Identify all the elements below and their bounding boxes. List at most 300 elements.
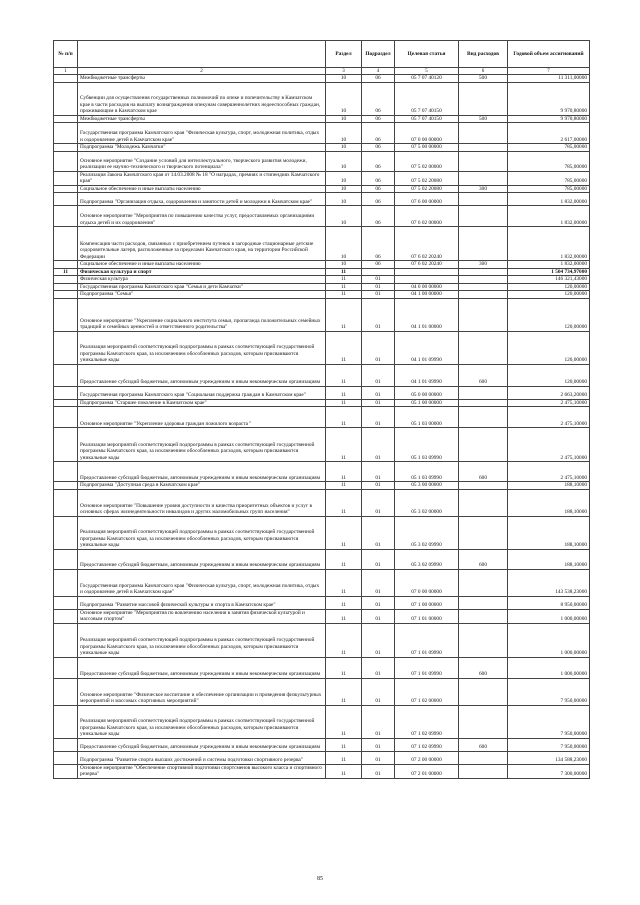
row-name-cell: Основное мероприятие "Укрепление социального института семьи, пропаганда положительных семейных традиций и семейных ценностей и ответственного родительства" — [78, 298, 326, 331]
row-podrazdel-cell: 01 — [362, 276, 395, 284]
row-num-cell — [54, 428, 78, 462]
table-row — [54, 678, 590, 705]
row-num-cell — [54, 206, 78, 227]
row-name-cell: Предоставление субсидий бюджетным, автономным учреждениям и иным некоммерческим организациям — [78, 549, 326, 569]
row-target-article-cell: 05 3 02 09990 — [395, 516, 459, 549]
table-row — [54, 596, 590, 609]
row-podrazdel-cell: 01 — [362, 569, 395, 596]
row-amount-cell: 1 832,00000 — [508, 206, 590, 227]
row-razdel-cell: 10 — [326, 144, 362, 152]
row-amount-cell: 188,10000 — [508, 489, 590, 516]
row-target-article-cell: 04 1 01 09990 — [395, 331, 459, 364]
row-razdel-cell: 11 — [326, 407, 362, 428]
row-name-cell: Государственная программа Камчатского края "Физическая культура, спорт, молодежная политика, отдых и оздоровление детей в Камчатском крае" — [78, 569, 326, 596]
table-row — [54, 705, 590, 738]
row-target-article-cell: 05 1 03 00000 — [395, 407, 459, 428]
table-row — [54, 751, 590, 764]
row-target-article-cell: 05 1 03 09990 — [395, 428, 459, 462]
row-num-cell — [54, 596, 78, 609]
row-podrazdel-cell: 06 — [362, 193, 395, 206]
row-amount-cell: 143 538,23000 — [508, 569, 590, 596]
column-number: 3 — [326, 68, 362, 75]
row-name-cell: Предоставление субсидий бюджетным, автономным учреждениям и иным некоммерческим организациям — [78, 657, 326, 678]
row-amount-cell: 120,00000 — [508, 364, 590, 386]
table-row — [54, 764, 590, 778]
row-target-article-cell: 07 1 01 09990 — [395, 657, 459, 678]
row-expense-type-cell — [459, 123, 508, 144]
row-razdel-cell: 10 — [326, 261, 362, 269]
row-expense-type-cell — [459, 268, 508, 276]
row-podrazdel-cell: 01 — [362, 428, 395, 462]
row-razdel-cell: 10 — [326, 206, 362, 227]
row-name-cell: Подпрограмма "Развитие спорта высших достижений и системы подготовки спортивного резерва" — [78, 751, 326, 764]
row-amount-cell: 7 950,00000 — [508, 678, 590, 705]
row-podrazdel-cell: 06 — [362, 123, 395, 144]
table-row — [54, 482, 590, 490]
row-num-cell — [54, 261, 78, 269]
row-podrazdel-cell: 06 — [362, 115, 395, 123]
row-name-cell: Компенсация части расходов, связанных с приобретением путевок в загородные стационарные детские оздоровительные лагеря, расположенные за пределами Камчатского края, на территории Российской Федерации — [78, 227, 326, 261]
row-num-cell — [54, 609, 78, 623]
row-target-article-cell: 07 2 01 00000 — [395, 764, 459, 778]
row-num-cell — [54, 751, 78, 764]
row-num-cell — [54, 298, 78, 331]
table-row — [54, 227, 590, 261]
row-podrazdel-cell: 01 — [362, 657, 395, 678]
row-expense-type-cell — [459, 609, 508, 623]
row-razdel-cell: 11 — [326, 657, 362, 678]
row-name-cell: Основное мероприятие "Физическое воспитание и обеспечение организации и проведения физкультурных мероприятий и массовых спортивных мероприятий" — [78, 678, 326, 705]
row-amount-cell: 120,00000 — [508, 283, 590, 291]
row-expense-type-cell — [459, 386, 508, 399]
table-row — [54, 386, 590, 399]
row-name-cell: Подпрограмма "Развитие массовой физической культуры и спорта в Камчатском крае" — [78, 596, 326, 609]
row-expense-type-cell — [459, 291, 508, 299]
row-razdel-cell: 11 — [326, 276, 362, 284]
row-target-article-cell: 04 1 00 00000 — [395, 291, 459, 299]
row-name-cell: Межбюджетные трансферты — [78, 75, 326, 83]
row-podrazdel-cell: 06 — [362, 144, 395, 152]
table-row — [54, 75, 590, 83]
row-num-cell — [54, 291, 78, 299]
row-razdel-cell: 11 — [326, 738, 362, 751]
row-podrazdel-cell: 01 — [362, 331, 395, 364]
column-number: 6 — [459, 68, 508, 75]
row-num-cell — [54, 489, 78, 516]
row-target-article-cell: 05 0 00 00000 — [395, 386, 459, 399]
row-num-cell — [54, 462, 78, 482]
table-row — [54, 623, 590, 657]
row-podrazdel-cell: 01 — [362, 516, 395, 549]
table-row — [54, 516, 590, 549]
header-expense-type: Вид расходов — [459, 41, 508, 68]
row-amount-cell: 785,00000 — [508, 171, 590, 185]
row-target-article-cell: 05 3 02 00000 — [395, 489, 459, 516]
row-podrazdel-cell: 01 — [362, 549, 395, 569]
row-target-article-cell: 07 0 00 00000 — [395, 123, 459, 144]
table-row — [54, 115, 590, 123]
row-name-cell: Государственная программа Камчатского края "Физическая культура, спорт, молодежная политика, отдых и оздоровление детей в Камчатском крае" — [78, 123, 326, 144]
row-target-article-cell: 05 3 02 09990 — [395, 549, 459, 569]
table-row — [54, 276, 590, 284]
row-num-cell: 11 — [54, 268, 78, 276]
row-name-cell: Государственная программа Камчатского края "Социальная поддержка граждан в Камчатском крае" — [78, 386, 326, 399]
row-target-article-cell: 07 5 02 20080 — [395, 171, 459, 185]
header-podrazdel: Подраздел — [362, 41, 395, 68]
row-name-cell: Подпрограмма "Молодежь Камчатки" — [78, 144, 326, 152]
row-expense-type-cell — [459, 171, 508, 185]
row-podrazdel-cell: 06 — [362, 82, 395, 115]
row-num-cell — [54, 151, 78, 171]
row-amount-cell: 1 000,00000 — [508, 609, 590, 623]
row-name-cell: Физическая культура — [78, 276, 326, 284]
table-row — [54, 569, 590, 596]
row-expense-type-cell: 300 — [459, 261, 508, 269]
row-expense-type-cell — [459, 678, 508, 705]
row-num-cell — [54, 705, 78, 738]
row-name-cell: Основное мероприятие "Обеспечение спортивной подготовки спортсменов высокого класса и спортивного резерва" — [78, 764, 326, 778]
row-num-cell — [54, 399, 78, 407]
row-num-cell — [54, 276, 78, 284]
row-name-cell: Предоставление субсидий бюджетным, автономным учреждениям и иным некоммерческим организациям — [78, 738, 326, 751]
row-name-cell: Государственная программа Камчатского края "Семья и дети Камчатки" — [78, 283, 326, 291]
column-number: 7 — [508, 68, 590, 75]
row-num-cell — [54, 657, 78, 678]
row-target-article-cell — [395, 268, 459, 276]
row-amount-cell: 120,00000 — [508, 298, 590, 331]
table-row — [54, 609, 590, 623]
row-expense-type-cell — [459, 331, 508, 364]
row-podrazdel-cell: 01 — [362, 462, 395, 482]
row-expense-type-cell — [459, 516, 508, 549]
row-name-cell: Подпрограмма "Семья" — [78, 291, 326, 299]
row-num-cell — [54, 482, 78, 490]
table-row — [54, 489, 590, 516]
row-amount-cell: 1 000,00000 — [508, 623, 590, 657]
row-razdel-cell: 10 — [326, 193, 362, 206]
table-row — [54, 185, 590, 193]
row-podrazdel-cell: 01 — [362, 678, 395, 705]
table-row — [54, 144, 590, 152]
row-razdel-cell: 11 — [326, 596, 362, 609]
row-expense-type-cell — [459, 151, 508, 171]
row-razdel-cell: 11 — [326, 298, 362, 331]
row-num-cell — [54, 549, 78, 569]
row-num-cell — [54, 123, 78, 144]
row-num-cell — [54, 75, 78, 83]
table-row — [54, 171, 590, 185]
row-podrazdel-cell: 06 — [362, 261, 395, 269]
row-amount-cell: 7 950,00000 — [508, 705, 590, 738]
row-podrazdel-cell: 01 — [362, 738, 395, 751]
row-name-cell: Основное мероприятие "Создание условий для интеллектуального, творческого развития молодежи, реализации ее научно-технического и творческого потенциала" — [78, 151, 326, 171]
row-target-article-cell: 07 6 00 00000 — [395, 193, 459, 206]
row-num-cell — [54, 185, 78, 193]
row-target-article-cell: 07 1 02 09990 — [395, 705, 459, 738]
row-razdel-cell: 11 — [326, 751, 362, 764]
row-target-article-cell: 05 1 03 09990 — [395, 462, 459, 482]
row-razdel-cell: 11 — [326, 549, 362, 569]
row-expense-type-cell — [459, 569, 508, 596]
row-target-article-cell: 05 1 00 00000 — [395, 399, 459, 407]
row-target-article-cell: 07 1 02 09990 — [395, 738, 459, 751]
row-num-cell — [54, 738, 78, 751]
table-row — [54, 291, 590, 299]
row-target-article-cell: 05 7 07 40150 — [395, 82, 459, 115]
row-amount-cell: 1 832,00000 — [508, 261, 590, 269]
row-target-article-cell: 05 3 00 00000 — [395, 482, 459, 490]
row-num-cell — [54, 569, 78, 596]
row-expense-type-cell — [459, 751, 508, 764]
table-row — [54, 331, 590, 364]
column-number-row — [54, 68, 590, 75]
row-expense-type-cell: 600 — [459, 462, 508, 482]
row-target-article-cell: 07 1 00 00000 — [395, 596, 459, 609]
row-name-cell: Основное мероприятие "Повышение уровня доступности и качества приоритетных объектов и услуг в основных сферах жизнедеятельности инвалидов и других маломобильных групп населения" — [78, 489, 326, 516]
row-podrazdel-cell: 06 — [362, 151, 395, 171]
row-amount-cell: 1 504 734,97000 — [508, 268, 590, 276]
row-expense-type-cell — [459, 82, 508, 115]
row-razdel-cell: 11 — [326, 386, 362, 399]
row-expense-type-cell: 600 — [459, 549, 508, 569]
page-number: 85 — [317, 876, 323, 882]
row-podrazdel-cell: 01 — [362, 489, 395, 516]
row-name-cell: Основное мероприятие "Мероприятия по повышению качества услуг, предоставляемых организациями отдыха детей и их оздоровления" — [78, 206, 326, 227]
row-num-cell — [54, 227, 78, 261]
row-expense-type-cell — [459, 428, 508, 462]
table-row — [54, 123, 590, 144]
row-amount-cell: 785,00000 — [508, 185, 590, 193]
row-expense-type-cell — [459, 764, 508, 778]
row-name-cell: Подпрограмма "Старшее поколение в Камчатском крае" — [78, 399, 326, 407]
row-razdel-cell: 11 — [326, 291, 362, 299]
row-expense-type-cell — [459, 489, 508, 516]
table-row — [54, 206, 590, 227]
table-row — [54, 657, 590, 678]
row-podrazdel-cell — [362, 268, 395, 276]
row-podrazdel-cell: 01 — [362, 291, 395, 299]
row-expense-type-cell: 600 — [459, 364, 508, 386]
table-row — [54, 82, 590, 115]
table-row — [54, 261, 590, 269]
row-razdel-cell: 11 — [326, 462, 362, 482]
row-expense-type-cell — [459, 407, 508, 428]
header-razdel: Раздел — [326, 41, 362, 68]
row-num-cell — [54, 171, 78, 185]
row-amount-cell: 188,10000 — [508, 549, 590, 569]
row-razdel-cell: 10 — [326, 171, 362, 185]
table-row — [54, 738, 590, 751]
row-podrazdel-cell: 01 — [362, 482, 395, 490]
column-number: 5 — [395, 68, 459, 75]
row-expense-type-cell — [459, 206, 508, 227]
row-target-article-cell: 07 5 02 00000 — [395, 151, 459, 171]
row-target-article-cell: 07 6 02 20240 — [395, 261, 459, 269]
row-razdel-cell: 11 — [326, 482, 362, 490]
row-razdel-cell: 10 — [326, 151, 362, 171]
row-amount-cell: 7 950,00000 — [508, 738, 590, 751]
row-target-article-cell: 07 5 00 00000 — [395, 144, 459, 152]
row-razdel-cell: 11 — [326, 428, 362, 462]
row-razdel-cell: 11 — [326, 609, 362, 623]
table-row — [54, 268, 590, 276]
row-num-cell — [54, 144, 78, 152]
row-name-cell: Реализация мероприятий соответствующей подпрограммы в рамках соответствующей государственной программы Камчатского края, за исключением обособленных расходов, которым присваиваются уникальные коды — [78, 623, 326, 657]
row-amount-cell: 1 832,00000 — [508, 193, 590, 206]
row-name-cell: Физическая культура и спорт — [78, 268, 326, 276]
row-podrazdel-cell: 06 — [362, 171, 395, 185]
row-podrazdel-cell: 01 — [362, 298, 395, 331]
row-amount-cell: 9 970,80000 — [508, 82, 590, 115]
row-amount-cell: 120,00000 — [508, 291, 590, 299]
column-number: 4 — [362, 68, 395, 75]
row-name-cell: Межбюджетные трансферты — [78, 115, 326, 123]
row-target-article-cell: 07 5 02 20080 — [395, 185, 459, 193]
row-razdel-cell: 11 — [326, 399, 362, 407]
row-amount-cell: 188,10000 — [508, 482, 590, 490]
row-amount-cell: 785,00000 — [508, 151, 590, 171]
row-amount-cell: 2 475,10000 — [508, 462, 590, 482]
row-num-cell — [54, 623, 78, 657]
column-number: 1 — [54, 68, 78, 75]
row-expense-type-cell — [459, 623, 508, 657]
row-expense-type-cell — [459, 596, 508, 609]
table-row — [54, 462, 590, 482]
row-expense-type-cell — [459, 193, 508, 206]
row-name-cell: Основное мероприятие "Мероприятия по вовлечению населения в занятия физической культурой и массовым спортом" — [78, 609, 326, 623]
row-razdel-cell: 10 — [326, 227, 362, 261]
row-amount-cell: 1 000,00000 — [508, 657, 590, 678]
row-podrazdel-cell: 01 — [362, 609, 395, 623]
row-target-article-cell: 04 1 01 00000 — [395, 298, 459, 331]
row-podrazdel-cell: 01 — [362, 623, 395, 657]
row-expense-type-cell — [459, 399, 508, 407]
row-podrazdel-cell: 01 — [362, 399, 395, 407]
header-target-article: Целевая статья — [395, 41, 459, 68]
row-target-article-cell: 05 7 07 40150 — [395, 115, 459, 123]
header-num: № п/п — [54, 41, 78, 68]
row-name-cell: Предоставление субсидий бюджетным, автономным учреждениям и иным некоммерческим организациям — [78, 364, 326, 386]
row-razdel-cell: 11 — [326, 569, 362, 596]
row-razdel-cell: 10 — [326, 123, 362, 144]
row-target-article-cell: 04 0 00 00000 — [395, 283, 459, 291]
header-name — [78, 41, 326, 68]
table-row — [54, 399, 590, 407]
row-target-article-cell: 07 6 02 20240 — [395, 227, 459, 261]
row-amount-cell: 146 321,43000 — [508, 276, 590, 284]
row-target-article-cell: 07 0 00 00000 — [395, 569, 459, 596]
header-annual-amount: Годовой объем ассигнований — [508, 41, 590, 68]
row-razdel-cell: 11 — [326, 678, 362, 705]
row-razdel-cell: 11 — [326, 623, 362, 657]
row-podrazdel-cell: 01 — [362, 596, 395, 609]
row-podrazdel-cell: 01 — [362, 364, 395, 386]
row-razdel-cell: 11 — [326, 268, 362, 276]
row-razdel-cell: 11 — [326, 331, 362, 364]
table-row — [54, 407, 590, 428]
table-row — [54, 364, 590, 386]
row-amount-cell: 1 832,00000 — [508, 227, 590, 261]
row-num-cell — [54, 115, 78, 123]
row-expense-type-cell: 500 — [459, 75, 508, 83]
row-podrazdel-cell: 01 — [362, 751, 395, 764]
row-name-cell: Социальное обеспечение и иные выплаты населению — [78, 261, 326, 269]
row-num-cell — [54, 82, 78, 115]
row-amount-cell: 8 950,00000 — [508, 596, 590, 609]
row-podrazdel-cell: 01 — [362, 705, 395, 738]
row-amount-cell: 9 970,80000 — [508, 115, 590, 123]
row-num-cell — [54, 516, 78, 549]
table-row — [54, 283, 590, 291]
row-name-cell: Реализация мероприятий соответствующей подпрограммы в рамках соответствующей государственной программы Камчатского края, за исключением обособленных расходов, которым присваиваются уникальные коды — [78, 516, 326, 549]
row-num-cell — [54, 386, 78, 399]
row-razdel-cell: 10 — [326, 75, 362, 83]
row-num-cell — [54, 364, 78, 386]
row-amount-cell: 2 475,10000 — [508, 428, 590, 462]
row-podrazdel-cell: 06 — [362, 206, 395, 227]
row-target-article-cell: 05 7 07 40120 — [395, 75, 459, 83]
row-razdel-cell: 11 — [326, 364, 362, 386]
row-amount-cell: 134 588,23000 — [508, 751, 590, 764]
table-row — [54, 298, 590, 331]
row-amount-cell: 7 300,00000 — [508, 764, 590, 778]
row-razdel-cell: 10 — [326, 82, 362, 115]
table-body — [54, 75, 590, 779]
row-expense-type-cell — [459, 482, 508, 490]
row-target-article-cell: 07 1 01 00000 — [395, 609, 459, 623]
row-expense-type-cell: 500 — [459, 115, 508, 123]
row-num-cell — [54, 678, 78, 705]
row-name-cell: Субвенции для осуществления государственных полномочий по опеке и попечительству в Камчатском крае в части расходов на выплату вознаграждения опекунам совершеннолетних недееспособных граждан, проживающим в Камчатском крае — [78, 82, 326, 115]
row-target-article-cell: 07 6 02 00000 — [395, 206, 459, 227]
row-name-cell: Реализация мероприятий соответствующей подпрограммы в рамках соответствующей государственной программы Камчатского края, за исключением обособленных расходов, которым присваиваются уникальные коды — [78, 705, 326, 738]
row-name-cell: Реализация мероприятий соответствующей подпрограммы в рамках соответствующей государственной программы Камчатского края, за исключением обособленных расходов, которым присваиваются уникальные коды — [78, 331, 326, 364]
row-amount-cell: 120,00000 — [508, 331, 590, 364]
row-expense-type-cell — [459, 144, 508, 152]
row-razdel-cell: 11 — [326, 764, 362, 778]
row-expense-type-cell — [459, 705, 508, 738]
row-target-article-cell: 07 1 01 09990 — [395, 623, 459, 657]
row-podrazdel-cell: 01 — [362, 386, 395, 399]
row-amount-cell: 2 475,10000 — [508, 407, 590, 428]
row-amount-cell: 2 475,10000 — [508, 399, 590, 407]
row-razdel-cell: 11 — [326, 705, 362, 738]
row-podrazdel-cell: 06 — [362, 227, 395, 261]
row-expense-type-cell: 600 — [459, 738, 508, 751]
row-amount-cell: 11 311,00000 — [508, 75, 590, 83]
row-expense-type-cell — [459, 283, 508, 291]
row-num-cell — [54, 331, 78, 364]
row-target-article-cell: 07 2 00 00000 — [395, 751, 459, 764]
row-target-article-cell: 07 1 02 00000 — [395, 678, 459, 705]
row-target-article-cell: 04 1 01 09990 — [395, 364, 459, 386]
row-name-cell: Основное мероприятие "Укрепление здоровья граждан пожилого возраста " — [78, 407, 326, 428]
row-num-cell — [54, 764, 78, 778]
row-name-cell: Реализация мероприятий соответствующей подпрограммы в рамках соответствующей государственной программы Камчатского края, за исключением обособленных расходов, которым присваиваются уникальные коды — [78, 428, 326, 462]
row-name-cell: Реализация Закона Камчатского края от 14.03.2008 № 18 "О наградах, премиях и стипендиях Камчатского края" — [78, 171, 326, 185]
row-razdel-cell: 10 — [326, 185, 362, 193]
row-razdel-cell: 11 — [326, 489, 362, 516]
row-num-cell — [54, 407, 78, 428]
row-amount-cell: 2 617,00000 — [508, 123, 590, 144]
row-razdel-cell: 10 — [326, 115, 362, 123]
row-num-cell — [54, 193, 78, 206]
table-row — [54, 549, 590, 569]
table-header-row — [54, 41, 590, 68]
row-razdel-cell: 11 — [326, 283, 362, 291]
table-row — [54, 151, 590, 171]
row-amount-cell: 2 663,20000 — [508, 386, 590, 399]
